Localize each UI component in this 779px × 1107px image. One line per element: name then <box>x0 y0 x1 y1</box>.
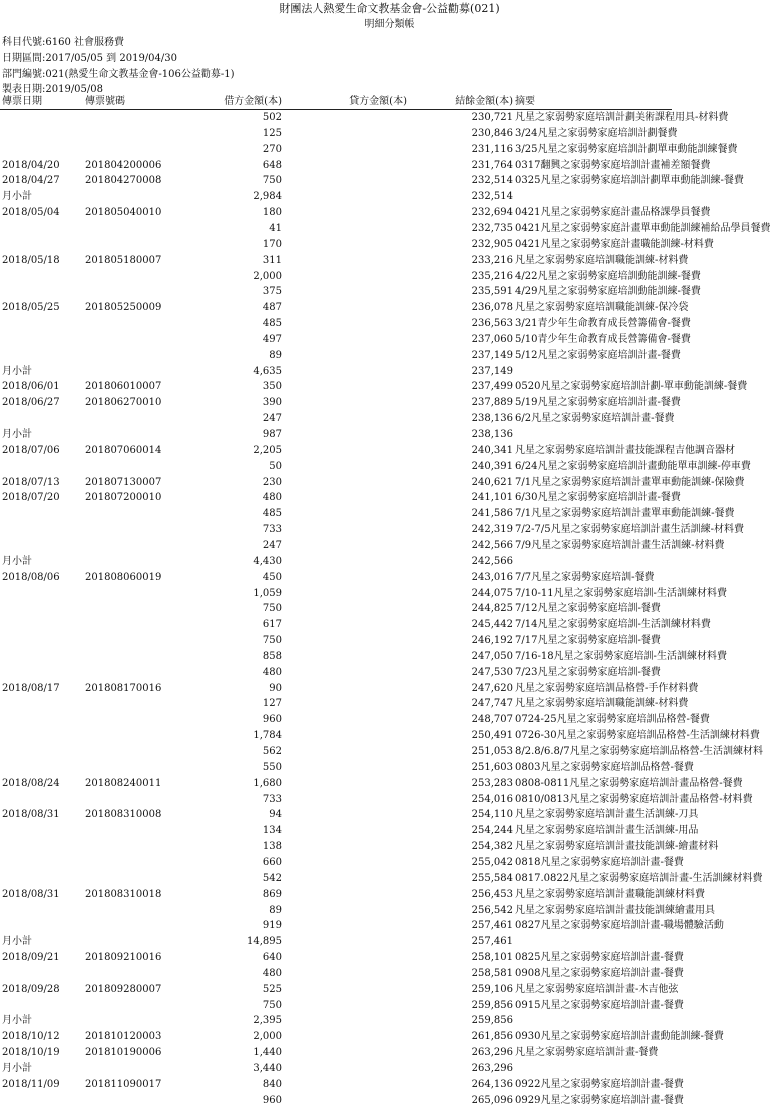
row-summary: 7/10-11凡星之家弱勢家庭培訓-生活訓練材料費 <box>515 587 727 599</box>
row-voucher: 201811090017 <box>85 1078 162 1090</box>
row-summary: 0808-0811凡星之家弱勢家庭培訓計畫品格營-餐費 <box>515 777 743 789</box>
row-balance: 247,747 <box>471 698 513 710</box>
row-balance: 235,591 <box>471 286 513 298</box>
row-voucher: 201806270010 <box>85 397 162 409</box>
row-balance: 236,563 <box>471 318 513 330</box>
row-balance: 232,514 <box>471 191 513 203</box>
department-line: 部門編號:021(熱愛生命文教基金會-106公益勸募-1) <box>2 69 235 80</box>
row-summary: 凡星之家弱勢家庭培訓計畫技能訓練繪畫用具 <box>515 904 715 916</box>
row-summary: 凡星之家弱勢家庭培訓品格營-手作材料費 <box>515 682 699 694</box>
row-balance: 242,566 <box>471 539 513 551</box>
row-summary: 7/14凡星之家弱勢家庭培訓-生活訓練材料費 <box>515 619 711 631</box>
row-debit: 127 <box>262 698 282 710</box>
row-debit: 41 <box>269 222 282 234</box>
row-balance: 231,116 <box>471 143 513 155</box>
row-summary: 0810/0813凡星之家弱勢家庭培訓計畫品格營-材料費 <box>515 793 753 805</box>
row-debit: 497 <box>262 333 282 345</box>
row-balance: 230,721 <box>471 112 513 123</box>
row-debit: 125 <box>262 127 282 139</box>
row-debit: 750 <box>262 635 282 647</box>
column-header-balance: 結餘金額(本) <box>455 96 513 107</box>
row-date: 2018/09/28 <box>2 983 60 995</box>
row-debit: 733 <box>262 793 282 805</box>
row-balance: 242,566 <box>471 555 513 567</box>
row-summary: 0520凡星之家弱勢家庭培訓計劃-單車動能訓練-餐費 <box>515 381 748 393</box>
row-debit: 1,059 <box>253 587 282 599</box>
row-date: 2018/10/19 <box>2 1047 60 1059</box>
row-summary: 7/17凡星之家弱勢家庭培訓-餐費 <box>515 635 661 647</box>
row-debit: 270 <box>262 143 282 155</box>
row-balance: 237,149 <box>471 349 513 361</box>
row-debit: 350 <box>262 381 282 393</box>
row-balance: 232,905 <box>471 238 513 250</box>
row-balance: 255,584 <box>471 872 513 884</box>
row-date: 2018/11/09 <box>2 1078 60 1090</box>
row-debit: 2,000 <box>253 270 282 282</box>
row-balance: 231,764 <box>471 159 513 171</box>
row-balance: 258,581 <box>471 967 513 979</box>
row-summary: 0827凡星之家弱勢家庭培訓計畫-職場體驗活動 <box>515 920 724 932</box>
row-debit: 858 <box>262 650 282 662</box>
row-date: 2018/05/25 <box>2 302 60 314</box>
row-balance: 240,621 <box>471 476 513 488</box>
row-debit: 4,635 <box>253 365 282 377</box>
row-debit: 170 <box>262 238 282 250</box>
row-debit: 987 <box>262 429 282 440</box>
row-summary: 5/12凡星之家弱勢家庭培訓計畫-餐費 <box>515 349 681 361</box>
row-debit: 450 <box>262 571 282 583</box>
row-debit: 840 <box>262 1078 282 1090</box>
row-debit: 2,395 <box>253 1015 282 1027</box>
row-debit: 89 <box>269 349 282 361</box>
row-balance: 254,110 <box>471 809 513 821</box>
row-summary: 0421凡星之家弱勢家庭計畫品格課學員餐費 <box>515 207 711 219</box>
row-summary: 7/2-7/5凡星之家弱勢家庭培訓計畫生活訓練-材料費 <box>515 524 744 536</box>
row-balance: 253,283 <box>471 777 513 789</box>
row-balance: 250,491 <box>471 730 513 742</box>
row-debit: 1,440 <box>253 1047 282 1059</box>
row-balance: 233,216 <box>471 254 513 266</box>
row-voucher: 201809210016 <box>85 952 162 964</box>
column-header-summary: 摘要 <box>515 96 535 107</box>
row-summary: 3/21青少年生命教育成長營籌備會-餐費 <box>515 318 691 330</box>
row-summary: 4/29凡星之家弱勢家庭培訓動能訓練-餐費 <box>515 286 701 298</box>
row-balance: 240,391 <box>471 460 513 472</box>
row-summary: 8/2.8/6.8/7凡星之家弱勢家庭培訓品格營-生活訓練材料 <box>515 746 764 757</box>
row-summary: 5/19凡星之家弱勢家庭培訓計畫-餐費 <box>515 397 681 409</box>
row-date: 2018/08/06 <box>2 571 60 583</box>
row-balance: 232,735 <box>471 222 513 234</box>
row-balance: 257,461 <box>471 920 513 932</box>
row-date: 2018/04/27 <box>2 175 60 187</box>
row-balance: 259,856 <box>471 1015 513 1027</box>
row-debit: 50 <box>269 460 282 472</box>
row-date: 2018/05/18 <box>2 254 60 266</box>
row-debit: 134 <box>262 825 282 837</box>
row-summary: 4/22凡星之家弱勢家庭培訓動能訓練-餐費 <box>515 270 701 282</box>
row-debit: 94 <box>269 809 282 821</box>
row-summary: 7/12凡星之家弱勢家庭培訓-餐費 <box>515 603 661 615</box>
row-voucher: 201805250009 <box>85 302 162 314</box>
row-debit: 562 <box>262 746 282 757</box>
column-header-credit: 貸方金額(本) <box>349 96 407 107</box>
row-voucher: 201808310008 <box>85 809 162 821</box>
row-balance: 263,296 <box>471 1047 513 1059</box>
row-voucher: 201810120003 <box>85 1031 162 1043</box>
row-balance: 242,319 <box>471 524 513 536</box>
row-balance: 247,620 <box>471 682 513 694</box>
row-summary: 0930凡星之家弱勢家庭培訓計畫動能訓練-餐費 <box>515 1031 724 1043</box>
row-date: 2018/05/04 <box>2 207 60 219</box>
column-header-voucher: 傳票號碼 <box>85 96 125 107</box>
row-balance: 257,461 <box>471 936 513 948</box>
row-summary: 0325凡星之家弱勢家庭培訓計劃單車動能訓練-餐費 <box>515 175 744 187</box>
row-debit: 960 <box>262 1094 282 1106</box>
row-date: 月小計 <box>2 429 32 440</box>
row-summary: 6/30凡星之家弱勢家庭培訓計畫-餐費 <box>515 492 681 504</box>
row-date: 月小計 <box>2 1015 32 1027</box>
row-balance: 232,694 <box>471 207 513 219</box>
row-summary: 凡星之家弱勢家庭培訓計畫技能訓練-繪畫材料 <box>515 841 719 853</box>
row-debit: 648 <box>262 159 282 171</box>
row-balance: 237,060 <box>471 333 513 345</box>
report-title: 明細分類帳 <box>364 19 415 30</box>
row-summary: 0915凡星之家弱勢家庭培訓計畫-餐費 <box>515 999 684 1011</box>
row-date: 2018/06/27 <box>2 397 60 409</box>
row-debit: 480 <box>262 666 282 678</box>
row-debit: 487 <box>262 302 282 314</box>
row-voucher: 201810190006 <box>85 1047 162 1059</box>
row-date: 2018/08/31 <box>2 809 60 821</box>
row-balance: 254,244 <box>471 825 513 837</box>
row-summary: 凡星之家弱勢家庭培訓計劃美術課程用具-材料費 <box>515 112 729 123</box>
row-summary: 6/2凡星之家弱勢家庭培訓計畫-餐費 <box>515 413 675 425</box>
row-balance: 254,016 <box>471 793 513 805</box>
row-summary: 凡星之家弱勢家庭培訓計畫-餐費 <box>515 1047 659 1059</box>
row-debit: 2,205 <box>253 444 282 456</box>
row-debit: 919 <box>262 920 282 932</box>
row-balance: 232,514 <box>471 175 513 187</box>
row-balance: 256,453 <box>471 888 513 900</box>
row-balance: 265,096 <box>471 1094 513 1106</box>
row-balance: 259,106 <box>471 983 513 995</box>
row-debit: 2,984 <box>253 191 282 203</box>
row-date: 2018/06/01 <box>2 381 60 393</box>
row-summary: 凡星之家弱勢家庭培訓職能訓練-材料費 <box>515 698 689 710</box>
row-balance: 241,586 <box>471 508 513 520</box>
row-balance: 247,530 <box>471 666 513 678</box>
row-debit: 390 <box>262 397 282 409</box>
row-debit: 1,784 <box>253 730 282 742</box>
row-voucher: 201809280007 <box>85 983 162 995</box>
row-summary: 凡星之家弱勢家庭培訓計畫生活訓練-用品 <box>515 825 699 837</box>
row-voucher: 201804270008 <box>85 175 162 187</box>
row-debit: 525 <box>262 983 282 995</box>
row-balance: 237,889 <box>471 397 513 409</box>
row-debit: 750 <box>262 999 282 1011</box>
row-balance: 261,856 <box>471 1031 513 1043</box>
row-summary: 0421凡星之家弱勢家庭計畫單車動能訓練補給品學員餐費 <box>515 222 771 234</box>
row-balance: 246,192 <box>471 635 513 647</box>
row-debit: 14,895 <box>247 936 282 948</box>
row-debit: 2,000 <box>253 1031 282 1043</box>
row-voucher: 201807130007 <box>85 476 162 488</box>
row-debit: 640 <box>262 952 282 964</box>
row-debit: 750 <box>262 603 282 615</box>
row-balance: 235,216 <box>471 270 513 282</box>
row-balance: 243,016 <box>471 571 513 583</box>
row-balance: 237,499 <box>471 381 513 393</box>
row-debit: 485 <box>262 318 282 330</box>
row-debit: 960 <box>262 714 282 726</box>
row-summary: 凡星之家弱勢家庭培訓計畫生活訓練-刀具 <box>515 809 699 821</box>
row-balance: 245,442 <box>471 619 513 631</box>
row-voucher: 201805040010 <box>85 207 162 219</box>
row-balance: 264,136 <box>471 1078 513 1090</box>
row-balance: 256,542 <box>471 904 513 916</box>
row-debit: 89 <box>269 904 282 916</box>
subject-line: 科目代號:6160 社會服務費 <box>2 37 124 48</box>
row-balance: 251,053 <box>471 746 513 757</box>
row-balance: 236,078 <box>471 302 513 314</box>
row-balance: 255,042 <box>471 856 513 868</box>
row-summary: 7/1凡星之家弱勢家庭培訓計畫單車動能訓練-保險費 <box>515 476 745 488</box>
row-summary: 0726-30凡星之家弱勢家庭培訓品格營-生活訓練材料費 <box>515 730 760 742</box>
row-summary: 0818凡星之家弱勢家庭培訓計畫-餐費 <box>515 856 684 868</box>
row-debit: 502 <box>262 112 282 123</box>
row-voucher: 201806010007 <box>85 381 162 393</box>
row-summary: 0817.0822凡星之家弱勢家庭培訓計畫-生活訓練材料費 <box>515 872 763 884</box>
org-title: 財團法人熱愛生命文教基金會-公益勸募(021) <box>279 2 500 15</box>
row-summary: 凡星之家弱勢家庭培訓職能訓練-保冷袋 <box>515 302 689 314</box>
row-debit: 660 <box>262 856 282 868</box>
row-debit: 180 <box>262 207 282 219</box>
row-debit: 247 <box>262 539 282 551</box>
row-balance: 259,856 <box>471 999 513 1011</box>
row-summary: 0929凡星之家弱勢家庭培訓計畫-餐費 <box>515 1094 684 1106</box>
row-debit: 3,440 <box>253 1063 282 1074</box>
row-date: 2018/10/12 <box>2 1031 60 1043</box>
header-divider <box>0 109 672 110</box>
row-voucher: 201804200006 <box>85 159 162 171</box>
row-summary: 0922凡星之家弱勢家庭培訓計畫-餐費 <box>515 1078 684 1090</box>
row-balance: 237,149 <box>471 365 513 377</box>
column-header-debit: 借方金額(本) <box>224 96 282 107</box>
print-date-line: 製表日期:2019/05/08 <box>2 84 104 95</box>
row-summary: 7/7凡星之家弱勢家庭培訓-餐費 <box>515 571 655 583</box>
row-balance: 244,825 <box>471 603 513 615</box>
row-debit: 230 <box>262 476 282 488</box>
row-debit: 550 <box>262 761 282 773</box>
row-balance: 230,846 <box>471 127 513 139</box>
row-debit: 247 <box>262 413 282 425</box>
row-date: 月小計 <box>2 191 32 203</box>
row-voucher: 201805180007 <box>85 254 162 266</box>
row-debit: 869 <box>262 888 282 900</box>
row-summary: 0724-25凡星之家弱勢家庭培訓品格營-餐費 <box>515 714 710 726</box>
row-date: 月小計 <box>2 555 32 567</box>
row-summary: 0908凡星之家弱勢家庭培訓計畫-餐費 <box>515 967 684 979</box>
row-balance: 238,136 <box>471 429 513 440</box>
row-debit: 90 <box>269 682 282 694</box>
row-summary: 凡星之家弱勢家庭培訓職能訓練-材料費 <box>515 254 689 266</box>
row-balance: 251,603 <box>471 761 513 773</box>
row-balance: 240,341 <box>471 444 513 456</box>
row-summary: 0421凡星之家弱勢家庭計畫職能訓練-材料費 <box>515 238 714 250</box>
row-debit: 542 <box>262 872 282 884</box>
row-balance: 254,382 <box>471 841 513 853</box>
row-debit: 375 <box>262 286 282 298</box>
row-balance: 248,707 <box>471 714 513 726</box>
row-balance: 244,075 <box>471 587 513 599</box>
date-range-line: 日期區間:2017/05/05 到 2019/04/30 <box>2 53 177 64</box>
row-voucher: 201808240011 <box>85 777 162 789</box>
row-summary: 凡星之家弱勢家庭培訓計畫職能訓練材料費 <box>515 888 705 900</box>
row-date: 月小計 <box>2 365 32 377</box>
row-summary: 6/24凡星之家弱勢家庭培訓計畫動能單車訓練-停車費 <box>515 460 751 472</box>
row-date: 月小計 <box>2 1063 32 1074</box>
row-voucher: 201808310018 <box>85 888 162 900</box>
row-debit: 485 <box>262 508 282 520</box>
row-summary: 7/16-18凡星之家弱勢家庭培訓-生活訓練材料費 <box>515 650 727 662</box>
row-balance: 241,101 <box>471 492 513 504</box>
row-debit: 480 <box>262 492 282 504</box>
row-voucher: 201807060014 <box>85 444 162 456</box>
row-balance: 247,050 <box>471 650 513 662</box>
row-debit: 311 <box>262 254 282 266</box>
row-debit: 480 <box>262 967 282 979</box>
row-summary: 0317翻興之家弱勢家庭培訓計畫補差額餐費 <box>515 159 711 171</box>
row-voucher: 201808170016 <box>85 682 162 694</box>
row-date: 月小計 <box>2 936 32 948</box>
row-summary: 7/9凡星之家弱勢家庭培訓計畫生活訓練-材料費 <box>515 539 725 551</box>
row-date: 2018/08/31 <box>2 888 60 900</box>
row-summary: 0825凡星之家弱勢家庭培訓計畫-餐費 <box>515 952 684 964</box>
row-voucher: 201807200010 <box>85 492 162 504</box>
row-summary: 7/1凡星之家弱勢家庭培訓計畫單車動能訓練-餐費 <box>515 508 735 520</box>
row-debit: 750 <box>262 175 282 187</box>
row-date: 2018/07/13 <box>2 476 60 488</box>
row-summary: 0803凡星之家弱勢家庭培訓品格營-餐費 <box>515 761 694 773</box>
row-date: 2018/08/17 <box>2 682 60 694</box>
row-date: 2018/07/20 <box>2 492 60 504</box>
row-balance: 263,296 <box>471 1063 513 1074</box>
row-summary: 7/23凡星之家弱勢家庭培訓-餐費 <box>515 666 661 678</box>
column-header-date: 傳票日期 <box>2 96 42 107</box>
row-date: 2018/08/24 <box>2 777 60 789</box>
row-date: 2018/07/06 <box>2 444 60 456</box>
row-date: 2018/04/20 <box>2 159 60 171</box>
row-summary: 凡星之家弱勢家庭培訓計畫-木吉他弦 <box>515 983 679 995</box>
row-debit: 138 <box>262 841 282 853</box>
row-debit: 733 <box>262 524 282 536</box>
row-debit: 617 <box>262 619 282 631</box>
row-date: 2018/09/21 <box>2 952 60 964</box>
row-balance: 238,136 <box>471 413 513 425</box>
row-debit: 4,430 <box>253 555 282 567</box>
row-summary: 凡星之家弱勢家庭培訓計畫技能課程吉他調音器材 <box>515 444 735 456</box>
row-summary: 3/25凡星之家弱勢家庭培訓計劃單車動能訓練餐費 <box>515 143 738 155</box>
row-debit: 1,680 <box>253 777 282 789</box>
row-summary: 5/10青少年生命教育成長營籌備會-餐費 <box>515 333 691 345</box>
row-balance: 258,101 <box>471 952 513 964</box>
row-summary: 3/24凡星之家弱勢家庭培訓計劃餐費 <box>515 127 678 139</box>
row-voucher: 201808060019 <box>85 571 162 583</box>
